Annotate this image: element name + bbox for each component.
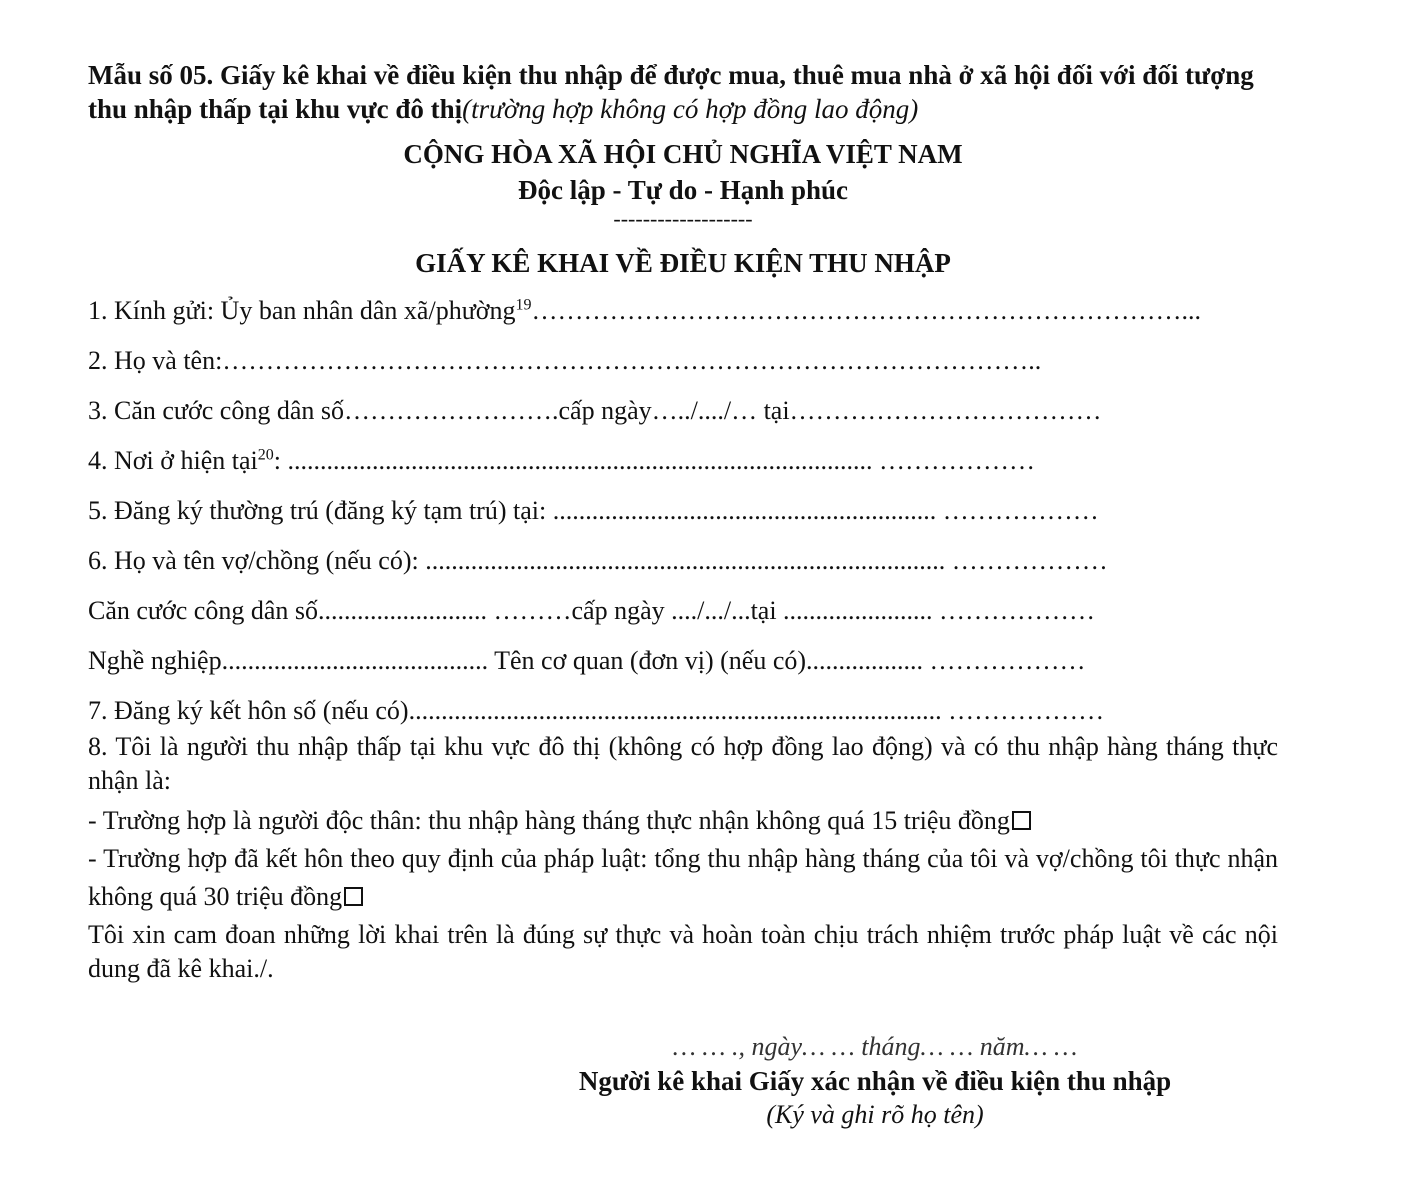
field-current-residence-fill: : .......................................................................................... ……………… [273,446,1035,475]
field-permanent-registration: 5. Đăng ký thường trú (đăng ký tạm trú) tại: ........................................................... ……………… [88,496,1099,525]
form-heading [88,58,1278,126]
footnote-20: 20 [257,446,274,464]
national-title: CỘNG HÒA XÃ HỘI CHỦ NGHĨA VIỆT NAM [403,139,963,169]
signer-title: Người kê khai Giấy xác nhận về điều kiện thu nhập [578,1066,1172,1096]
option-married [88,840,1278,916]
form-document [88,58,1278,986]
footnote-19: 19 [515,296,532,314]
commitment-statement: Tôi xin cam đoan những lời khai trên là đúng sự thực và hoàn toàn chịu trách nhiệm trước pháp luật về các nội dung đã kê khai./. [88,920,1278,983]
form-heading-italic: (trường hợp không có hợp đồng lao động) [462,94,919,124]
field-recipient [88,294,1278,328]
signature-block [540,1030,1210,1132]
field-spouse-citizen-id: Căn cước công dân số.......................... ………cấp ngày ..../.../...tại ....................... ……………… [88,596,1096,625]
header-divider: ------------------- [613,206,753,231]
option-single [88,804,1278,838]
signature-note: (Ký và ghi rõ họ tên) [766,1100,984,1129]
field-spouse-occupation: Nghề nghiệp......................................... Tên cơ quan (đơn vị) (nếu có).................. ……………… [88,646,1086,675]
checkbox-single[interactable] [1012,811,1031,830]
option-single-label: - Trường hợp là người độc thân: thu nhập hàng tháng thực nhận không quá 15 triệu đồng [88,806,1010,835]
field-current-residence [88,444,1278,478]
field-full-name: 2. Họ và tên:………………………………………………………………………………….. [88,346,1042,375]
date-line: … … ., ngày… … tháng… … năm… … [672,1032,1078,1061]
document-title: GIẤY KÊ KHAI VỀ ĐIỀU KIỆN THU NHẬP [415,248,951,278]
field-citizen-id: 3. Căn cước công dân số…………………….cấp ngày…../..../… tại……………………………… [88,396,1102,425]
field-recipient-fill: …………………………………………………………………... [531,296,1202,325]
item-income-statement: 8. Tôi là người thu nhập thấp tại khu vực đô thị (không có hợp đồng lao động) và có thu nhập hàng tháng thực nhận là: [88,732,1278,795]
form-heading-bold: Mẫu số 05. Giấy kê khai về điều kiện thu nhập để được mua, thuê mua nhà ở xã hội đối với đối tượng thu nhập thấp tại khu vực đô thị [88,60,1254,124]
field-spouse-name: 6. Họ và tên vợ/chồng (nếu có): ................................................................................ ……………… [88,546,1108,575]
checkbox-married[interactable] [344,887,363,906]
field-marriage-registration: 7. Đăng ký kết hôn số (nếu có).................................................................................. ……………… [88,696,1105,725]
national-motto: Độc lập - Tự do - Hạnh phúc [517,175,849,205]
option-married-label: - Trường hợp đã kết hôn theo quy định của pháp luật: tổng thu nhập hàng tháng của tôi và vợ/chồng tôi thực nhận không quá 30 triệu đồng [88,844,1278,911]
field-recipient-label: 1. Kính gửi: Ủy ban nhân dân xã/phường [88,296,516,325]
field-current-residence-label: 4. Nơi ở hiện tại [88,446,258,475]
